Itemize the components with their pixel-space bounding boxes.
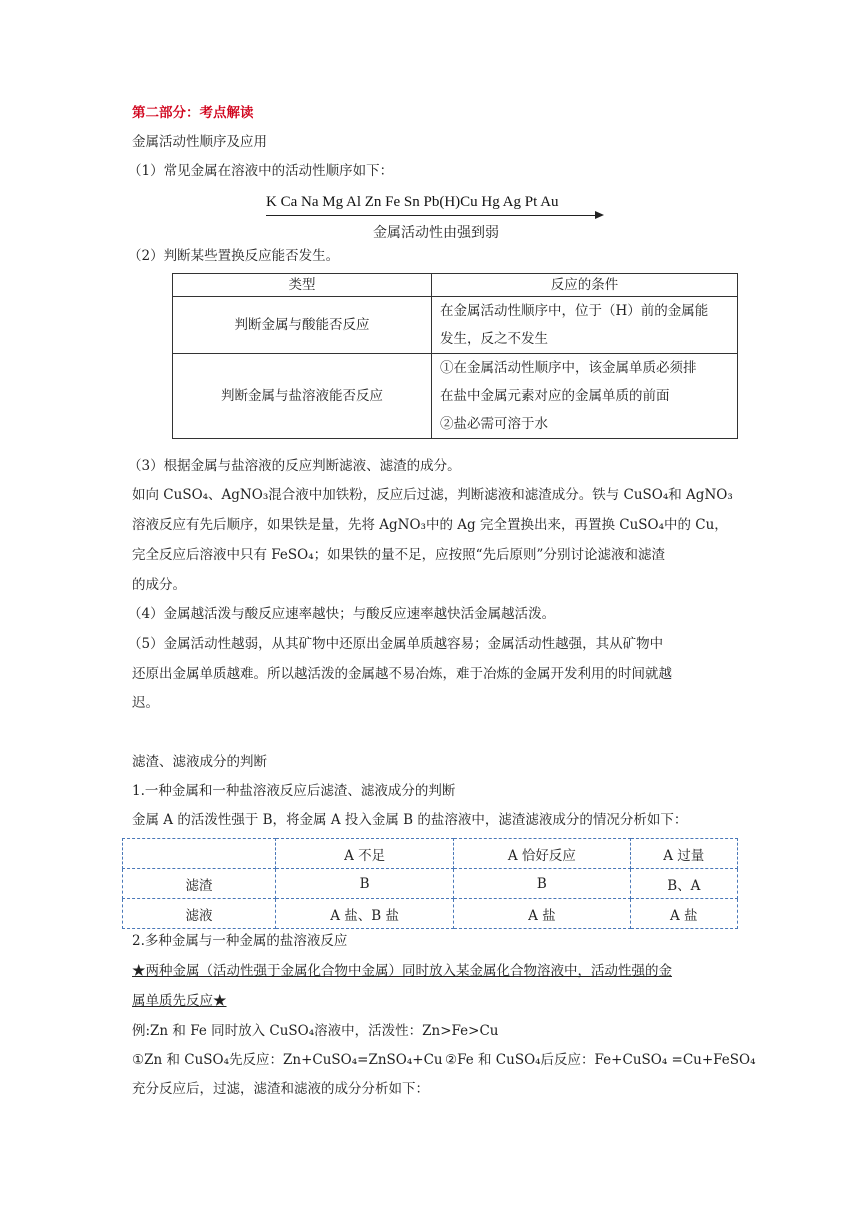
table-header-row	[123, 839, 738, 869]
table-cell: A 盐	[454, 899, 630, 929]
right-arrow-icon	[266, 211, 604, 221]
paragraph: （2）判断某些置换反应能否发生。	[128, 248, 340, 264]
topic-heading: 金属活动性顺序及应用	[132, 134, 267, 150]
table-header-cell: A 过量	[630, 839, 737, 869]
cell-line: ①在金属活动性顺序中，该金属单质必须排	[440, 360, 697, 376]
table-header-cell: A 不足	[276, 839, 454, 869]
table-cell: A 盐、B 盐	[276, 899, 454, 929]
paragraph: 2.多种金属与一种金属的盐溶液反应	[132, 933, 348, 949]
table-header-row	[173, 274, 738, 297]
paragraph: 1.一种金属和一种盐溶液反应后滤渣、滤液成分的判断	[132, 783, 456, 799]
paragraph: 金属 A 的活泼性强于 B，将金属 A 投入金属 B 的盐溶液中，滤渣滤液成分的情况分析如下：	[132, 812, 688, 828]
paragraph: 完全反应后溶液中只有 FeSO₄；如果铁的量不足，应按照“先后原则”分别讨论滤液和滤渣	[132, 547, 665, 563]
table-cell: 判断金属与酸能否反应	[173, 297, 432, 354]
paragraph: 还原出金属单质越难。所以越活泼的金属越不易冶炼，难于冶炼的金属开发利用的时间就越	[132, 666, 672, 682]
topic-heading: 滤渣、滤液成分的判断	[132, 754, 267, 770]
table-header-cell: A 恰好反应	[454, 839, 630, 869]
table-row	[173, 297, 738, 354]
equation: ②Fe 和 CuSO₄后反应：Fe+CuSO₄ =Cu+FeSO₄	[445, 1052, 756, 1068]
paragraph: 充分反应后，过滤，滤渣和滤液的成分分析如下：	[132, 1081, 429, 1097]
paragraph: （3）根据金属与盐溶液的反应判断滤液、滤渣的成分。	[128, 458, 461, 474]
cell-line: 在金属活动性顺序中，位于（H）前的金属能	[440, 303, 709, 319]
table-cell: 滤渣	[123, 869, 276, 899]
cell-line: 发生，反之不发生	[440, 331, 548, 347]
paragraph: （1）常见金属在溶液中的活动性顺序如下：	[128, 163, 394, 179]
table-header-cell: 类型	[173, 274, 432, 297]
cell-line: ②盐必需可溶于水	[440, 416, 548, 432]
table-cell: B	[454, 869, 630, 899]
highlighted-rule: 属单质先反应★	[132, 993, 227, 1009]
paragraph: （4）金属越活泼与酸反应速率越快；与酸反应速率越快活金属越活泼。	[128, 606, 556, 622]
paragraph: 如向 CuSO₄、AgNO₃混合液中加铁粉，反应后过滤，判断滤液和滤渣成分。铁与 CuSO₄和 AgNO₃	[132, 487, 733, 503]
table-cell: A 盐	[630, 899, 737, 929]
table-cell: 判断金属与盐溶液能否反应	[173, 354, 432, 439]
table-header-cell: 反应的条件	[432, 274, 738, 297]
activity-series-caption: 金属活动性由强到弱	[373, 225, 499, 241]
table-cell	[432, 297, 738, 354]
paragraph: 溶液反应有先后顺序，如果铁是量，先将 AgNO₃中的 Ag 完全置换出来，再置换 CuSO₄中的 Cu，	[132, 517, 728, 533]
table-cell	[432, 354, 738, 439]
reaction-condition-table	[172, 273, 738, 439]
table-header-cell	[123, 839, 276, 869]
paragraph: 迟。	[132, 695, 159, 711]
table-row	[123, 869, 738, 899]
paragraph: （5）金属活动性越弱，从其矿物中还原出金属单质越容易；金属活动性越强，其从矿物中	[128, 636, 664, 652]
table-cell: B	[276, 869, 454, 899]
activity-series-diagram	[266, 194, 606, 242]
cell-line: 在盐中金属元素对应的金属单质的前面	[440, 388, 670, 404]
residue-filtrate-table	[122, 838, 738, 929]
paragraph: 例:Zn 和 Fe 同时放入 CuSO₄溶液中，活泼性：Zn>Fe>Cu	[132, 1023, 499, 1039]
paragraph: 的成分。	[132, 577, 186, 593]
equation: ①Zn 和 CuSO₄先反应：Zn+CuSO₄=ZnSO₄+Cu	[132, 1052, 443, 1068]
table-row	[123, 899, 738, 929]
table-row	[173, 354, 738, 439]
activity-series-metals: K Ca Na Mg Al Zn Fe Sn Pb(H)Cu Hg Ag Pt Au	[266, 194, 559, 210]
highlighted-rule: ★两种金属（活动性强于金属化合物中金属）同时放入某金属化合物溶液中，活动性强的金	[132, 963, 672, 979]
section-title: 第二部分：考点解读	[132, 105, 254, 121]
table-cell: 滤液	[123, 899, 276, 929]
table-cell: B、A	[630, 869, 737, 899]
